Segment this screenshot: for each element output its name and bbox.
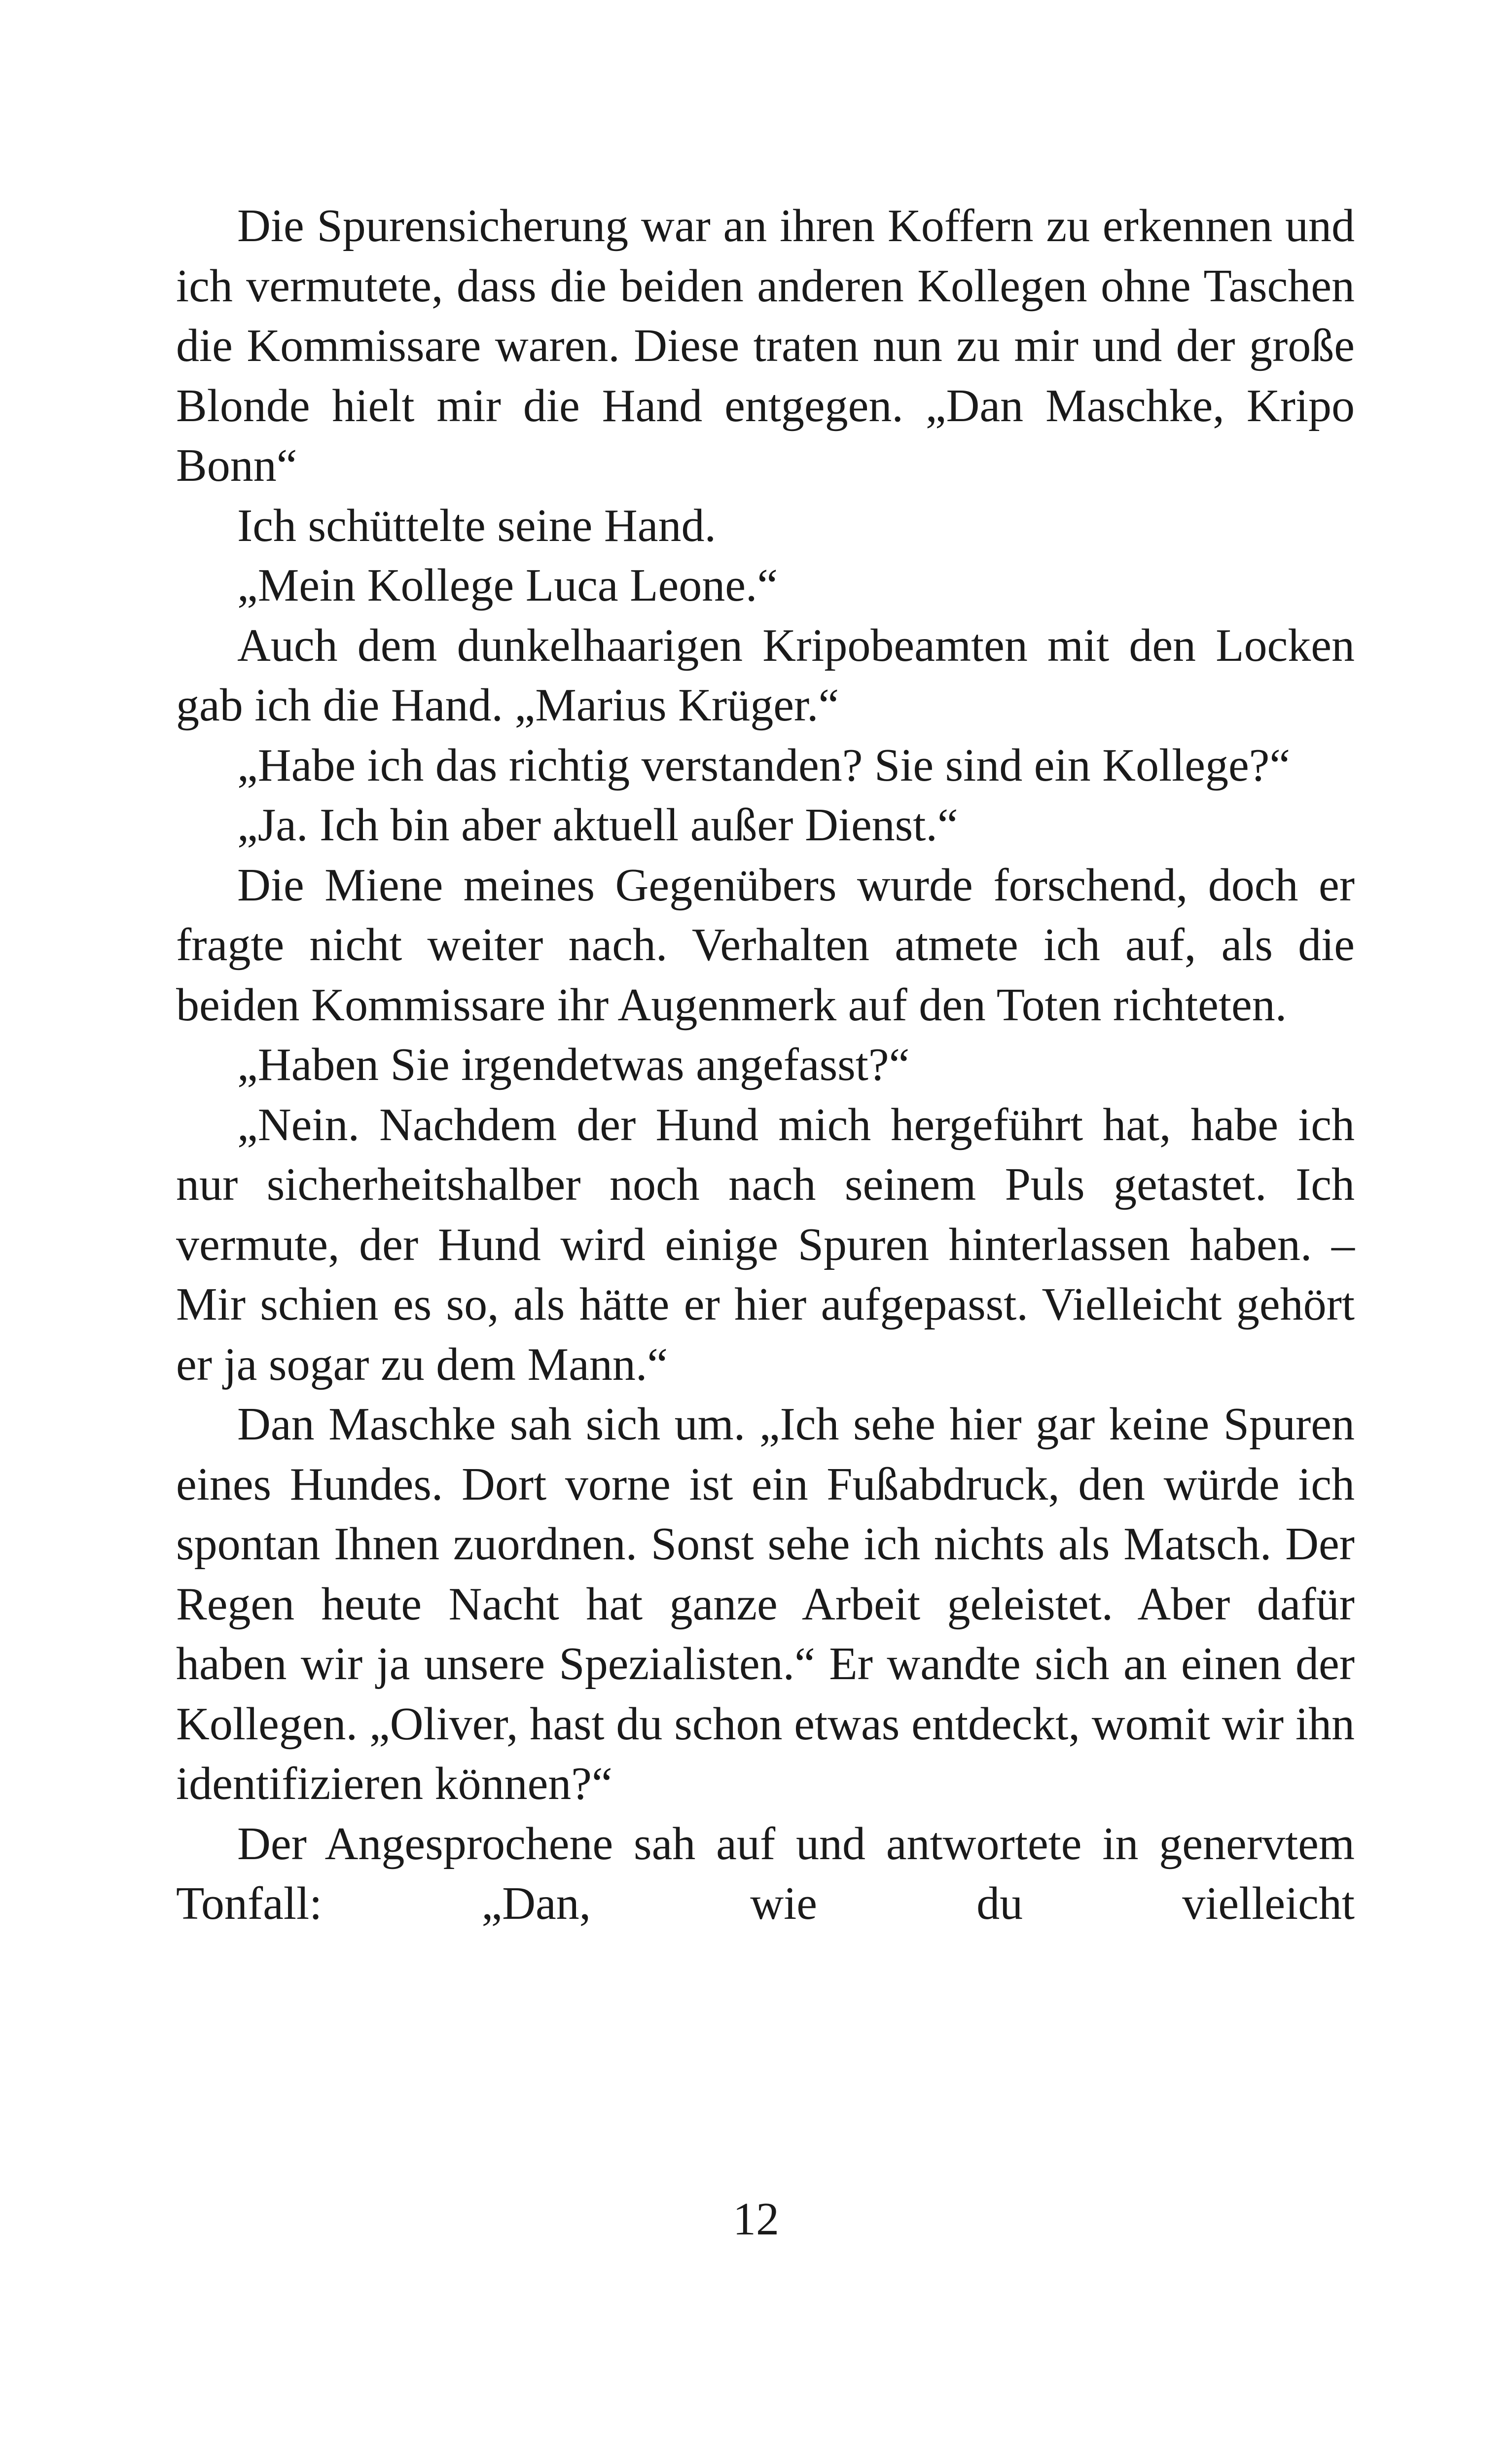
- paragraph: Die Spurensicherung war an ihren Koffern zu erkennen und ich vermutete, dass die beiden anderen Kollegen ohne Taschen die Kommissare waren. Diese traten nun zu mir und der große Blonde hielt mir die Hand entgegen. „Dan Maschke, Kripo Bonn“: [176, 200, 1355, 491]
- paragraph: Auch dem dunkelhaarigen Kripobeamten mit den Locken gab ich die Hand. „Marius Krüger.“: [176, 619, 1355, 731]
- page-number: 12: [733, 2193, 779, 2245]
- paragraph: Dan Maschke sah sich um. „Ich sehe hier gar keine Spuren eines Hundes. Dort vorne ist ein Fußabdruck, den würde ich spontan Ihnen zuordnen. Sonst sehe ich nichts als Matsch. Der Regen heute Nacht hat ganze Arbeit geleistet. Aber dafür haben wir ja unsere Spezialisten.“ Er wandte sich an einen der Kollegen. „Oliver, hast du schon etwas entdeckt, womit wir ihn identifizieren können?“: [176, 1399, 1355, 1809]
- paragraph: „Mein Kollege Luca Leone.“: [237, 560, 778, 611]
- body-text: [176, 196, 1355, 1934]
- paragraph: „Haben Sie irgendetwas angefasst?“: [237, 1039, 910, 1090]
- paragraph: Ich schüttelte seine Hand.: [237, 500, 716, 551]
- paragraph: Die Miene meines Gegenübers wurde forschend, doch er fragte nicht weiter nach. Verhalten atmete ich auf, als die beiden Kommissare ihr Augenmerk auf den Toten richteten.: [176, 859, 1355, 1031]
- paragraph: „Nein. Nachdem der Hund mich hergeführt hat, habe ich nur sicherheitshalber noch nach seinem Puls getastet. Ich vermute, der Hund wird einige Spuren hinterlassen haben. – Mir schien es so, als hätte er hier aufgepasst. Vielleicht gehört er ja sogar zu dem Mann.“: [176, 1099, 1355, 1390]
- paragraph: „Habe ich das richtig verstanden? Sie sind ein Kollege?“: [237, 739, 1291, 791]
- paragraph: Der Angesprochene sah auf und antwortete in genervtem Tonfall: „Dan, wie du vielleicht: [176, 1818, 1355, 1929]
- paragraph: „Ja. Ich bin aber aktuell außer Dienst.“: [237, 799, 958, 851]
